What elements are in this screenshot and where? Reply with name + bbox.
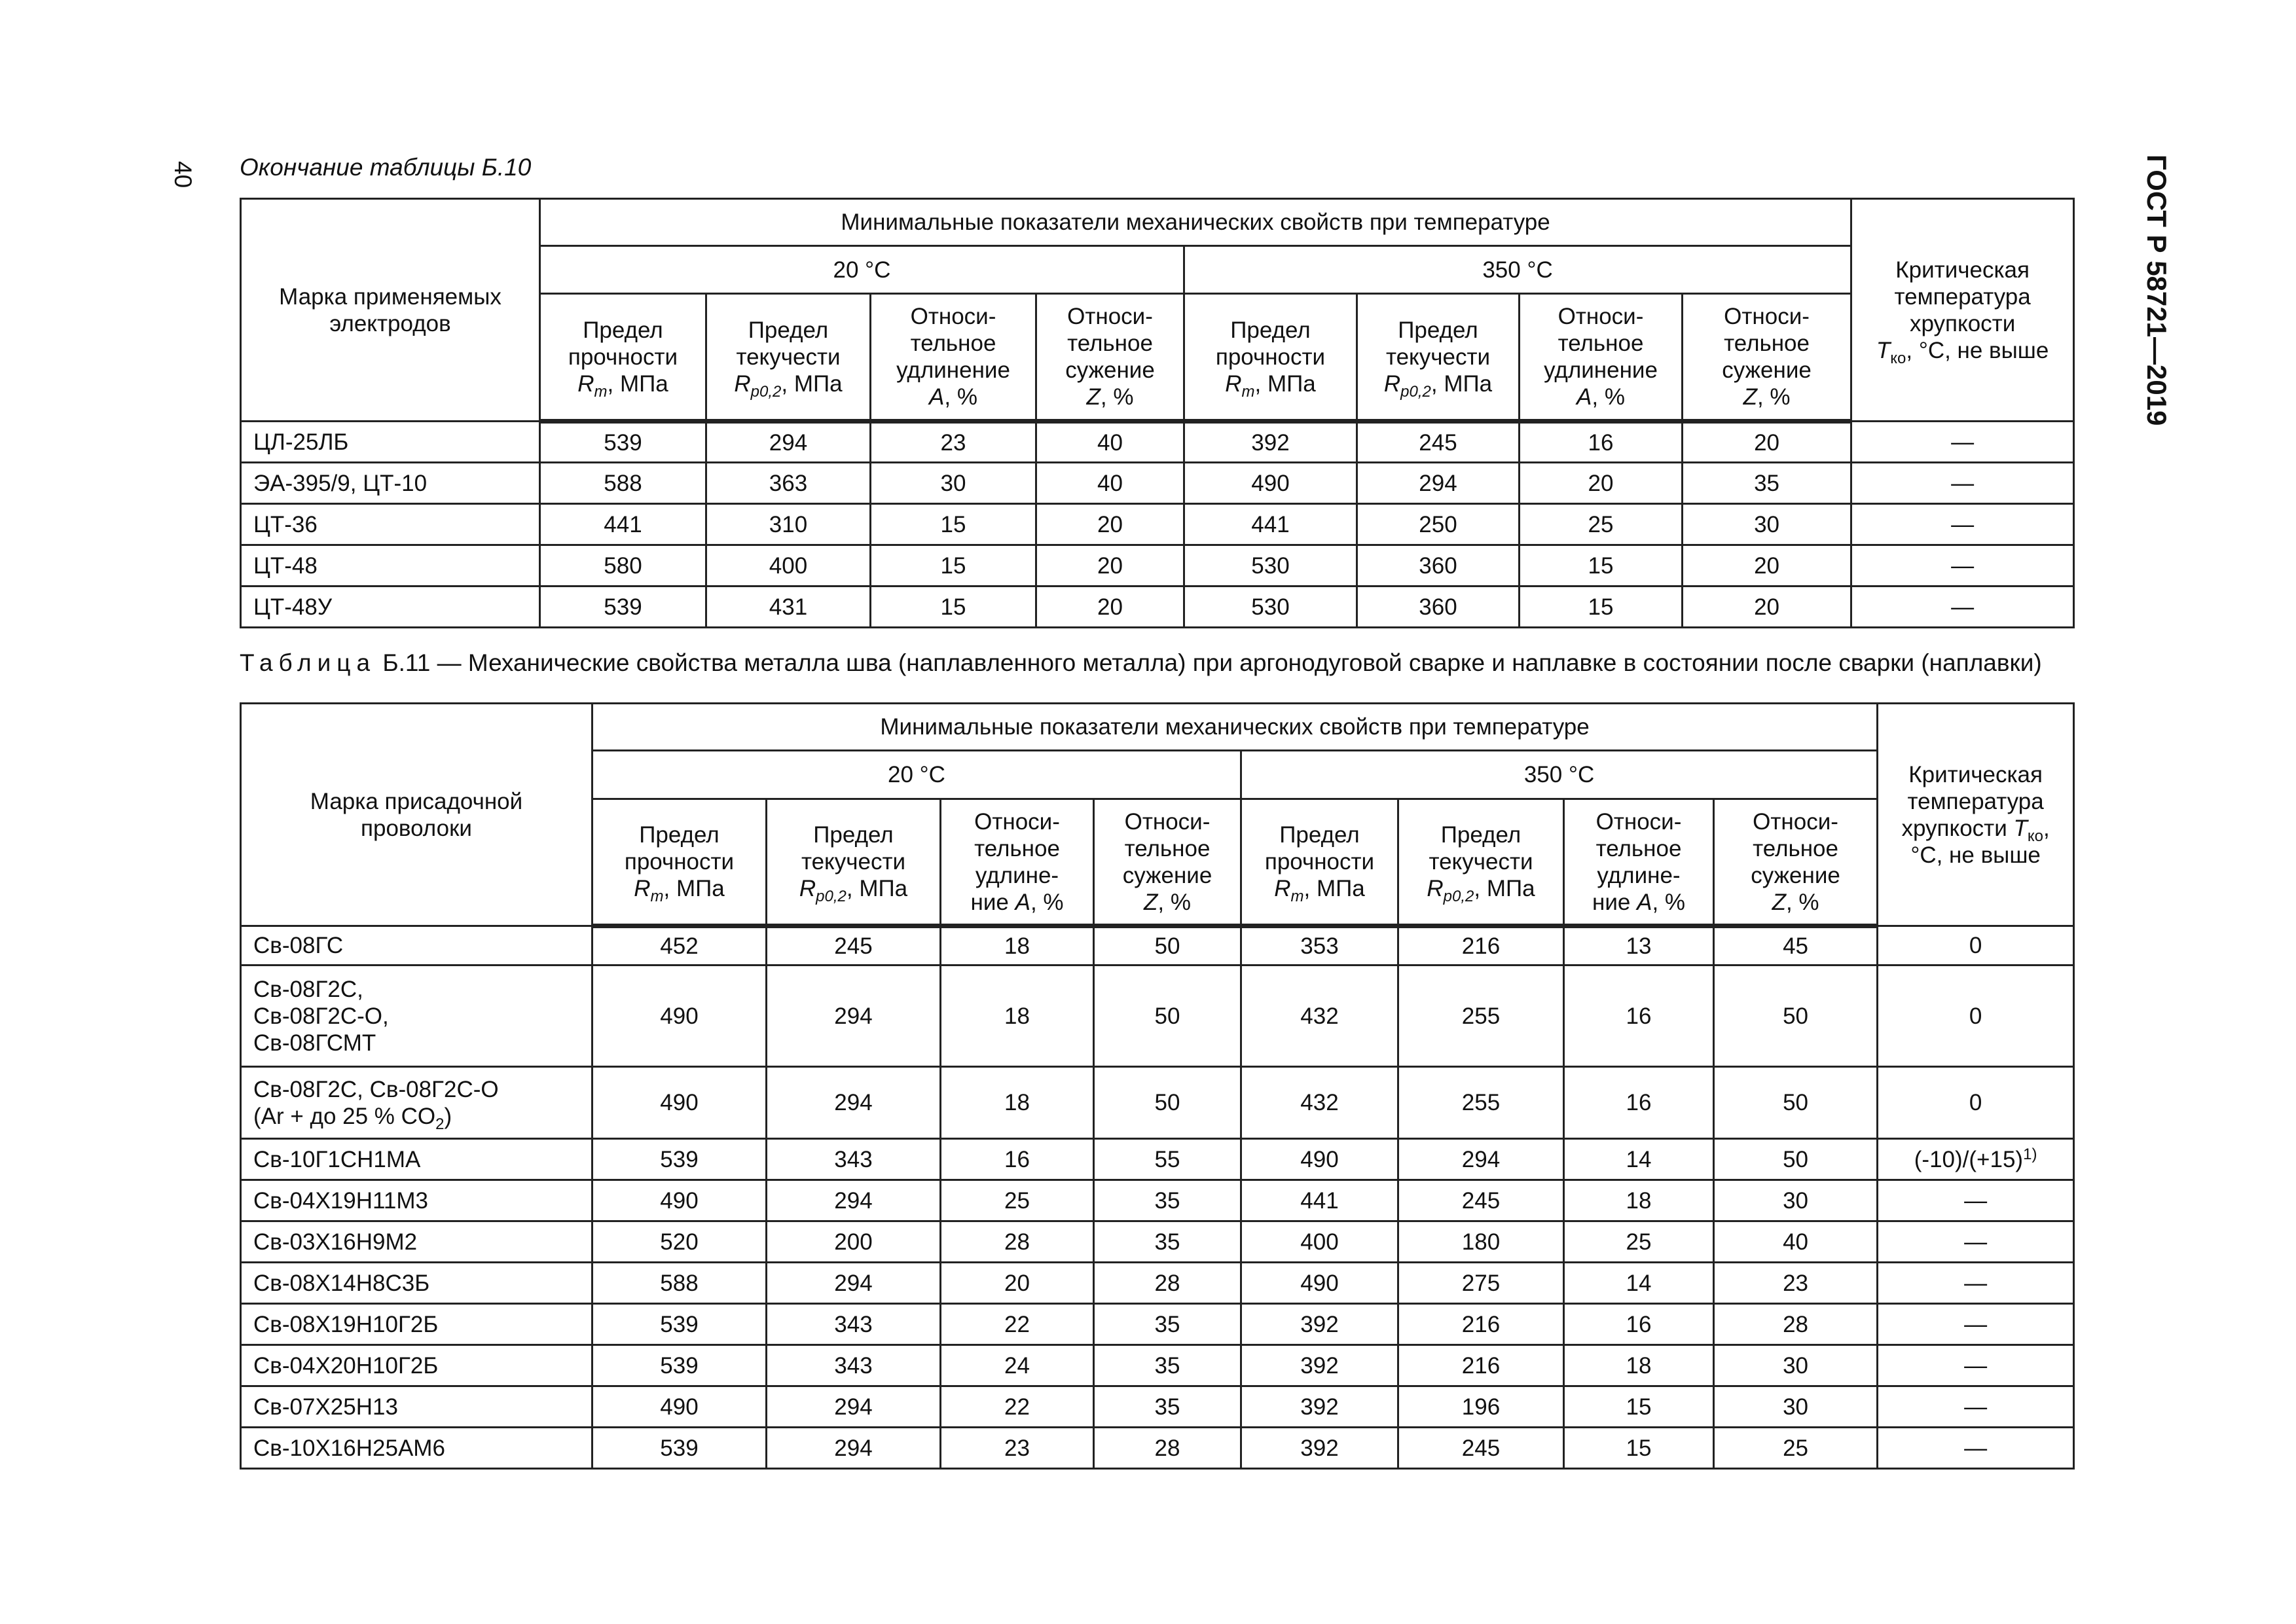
- header-temp-20: 20 °С: [592, 751, 1241, 799]
- header-yield-20: Предел текучести $R_{p0,2}$, МПа: [767, 799, 941, 926]
- cell: 432: [1241, 1067, 1398, 1139]
- cell: 28: [1094, 1428, 1241, 1469]
- cell: 35: [1094, 1180, 1241, 1221]
- table-row: [241, 545, 2074, 586]
- cell: 18: [941, 965, 1094, 1067]
- cell: 360: [1357, 545, 1520, 586]
- table-row: [241, 1428, 2074, 1469]
- header-critical-temp: Критическая температура хрупкости $T_{ко}$, °С, не выше: [1851, 199, 2074, 422]
- cell: 363: [706, 463, 871, 504]
- cell: 40: [1036, 422, 1184, 463]
- cell: 530: [1184, 545, 1357, 586]
- row-name: Св-10Г1СН1МА: [241, 1139, 592, 1180]
- cell: 294: [1398, 1139, 1564, 1180]
- header-wire-brand: Марка присадочной проволоки: [241, 704, 592, 926]
- cell: 20: [1683, 422, 1851, 463]
- cell: 20: [1036, 504, 1184, 545]
- cell: 245: [767, 926, 941, 965]
- cell: 343: [767, 1139, 941, 1180]
- cell: 490: [592, 965, 767, 1067]
- cell: 245: [1357, 422, 1520, 463]
- cell: 25: [1564, 1221, 1714, 1263]
- cell: 490: [592, 1180, 767, 1221]
- cell: —: [1851, 586, 2074, 628]
- cell: 35: [1094, 1221, 1241, 1263]
- cell: 45: [1714, 926, 1878, 965]
- cell: 50: [1714, 1067, 1878, 1139]
- header-temp-350: 350 °С: [1241, 751, 1878, 799]
- cell: 400: [706, 545, 871, 586]
- table-row: [241, 1067, 2074, 1139]
- cell: 255: [1398, 1067, 1564, 1139]
- cell: 245: [1398, 1428, 1564, 1469]
- row-name: Св-08Г2С, Св-08Г2С-О (Ar + до 25 % $CO_2$): [241, 1067, 592, 1139]
- cell: 50: [1094, 1067, 1241, 1139]
- cell: 216: [1398, 1345, 1564, 1386]
- row-name: Св-08Х14Н8С3Б: [241, 1263, 592, 1304]
- header-narrowing-350: Относи- тельное сужение Z, %: [1683, 294, 1851, 422]
- cell: 30: [871, 463, 1036, 504]
- document-code: ГОСТ Р 58721—2019: [2141, 154, 2172, 426]
- cell: 18: [941, 926, 1094, 965]
- row-name: Св-03Х16Н9М2: [241, 1221, 592, 1263]
- cell: 0: [1878, 926, 2074, 965]
- cell: 588: [540, 463, 706, 504]
- cell: 294: [767, 1386, 941, 1428]
- cell: 50: [1714, 965, 1878, 1067]
- row-name: ЦТ-48У: [241, 586, 540, 628]
- cell: 294: [767, 1180, 941, 1221]
- cell: 200: [767, 1221, 941, 1263]
- cell: 294: [767, 965, 941, 1067]
- row-name: Св-07Х25Н13: [241, 1386, 592, 1428]
- cell: 30: [1714, 1345, 1878, 1386]
- cell: 216: [1398, 1304, 1564, 1345]
- table-row: [241, 1221, 2074, 1263]
- cell: 15: [1564, 1428, 1714, 1469]
- header-min-properties: Минимальные показатели механических свойств при температуре: [592, 704, 1878, 751]
- cell: 490: [1241, 1139, 1398, 1180]
- cell: 18: [941, 1067, 1094, 1139]
- cell: 30: [1714, 1180, 1878, 1221]
- header-yield-20: Предел текучести $R_{p0,2}$, МПа: [706, 294, 871, 422]
- cell: 216: [1398, 926, 1564, 965]
- cell: 15: [871, 504, 1036, 545]
- table-row: [241, 422, 2074, 463]
- cell: 196: [1398, 1386, 1564, 1428]
- cell: —: [1878, 1386, 2074, 1428]
- cell: 392: [1241, 1345, 1398, 1386]
- table-row: [241, 1139, 2074, 1180]
- header-narrowing-20: Относи- тельное сужение Z, %: [1094, 799, 1241, 926]
- cell: 18: [1564, 1180, 1714, 1221]
- cell: 431: [706, 586, 871, 628]
- cell: 15: [871, 545, 1036, 586]
- cell: 294: [767, 1067, 941, 1139]
- cell: 539: [592, 1428, 767, 1469]
- cell: 400: [1241, 1221, 1398, 1263]
- cell: 490: [1184, 463, 1357, 504]
- cell: 35: [1094, 1386, 1241, 1428]
- row-name: Св-04Х19Н11М3: [241, 1180, 592, 1221]
- cell: 50: [1714, 1139, 1878, 1180]
- cell: 294: [1357, 463, 1520, 504]
- table-row: [241, 1386, 2074, 1428]
- row-name: Св-10Х16Н25АМ6: [241, 1428, 592, 1469]
- cell: 0: [1878, 965, 2074, 1067]
- row-name: Св-04Х20Н10Г2Б: [241, 1345, 592, 1386]
- header-elongation-350: Относи- тельное удлине- ние A, %: [1564, 799, 1714, 926]
- row-name: Св-08Х19Н10Г2Б: [241, 1304, 592, 1345]
- cell: 343: [767, 1345, 941, 1386]
- cell: 588: [592, 1263, 767, 1304]
- cell: 15: [871, 586, 1036, 628]
- cell: 25: [941, 1180, 1094, 1221]
- cell: 35: [1683, 463, 1851, 504]
- cell: 539: [540, 586, 706, 628]
- cell: 28: [941, 1221, 1094, 1263]
- cell: 360: [1357, 586, 1520, 628]
- header-tensile-350: Предел прочности $R_m$, МПа: [1184, 294, 1357, 422]
- table-b11-caption: Таблица Б.11 — Механические свойства металла шва (наплавленного металла) при аргонодуговой сварке и наплавке в состоянии после сварки (наплавки): [240, 649, 2042, 676]
- cell: 275: [1398, 1263, 1564, 1304]
- table-row: [241, 1263, 2074, 1304]
- cell: 20: [1683, 545, 1851, 586]
- cell: 23: [1714, 1263, 1878, 1304]
- cell: 392: [1184, 422, 1357, 463]
- cell: 40: [1036, 463, 1184, 504]
- cell: 20: [1036, 545, 1184, 586]
- cell: 245: [1398, 1180, 1564, 1221]
- cell: 15: [1564, 1386, 1714, 1428]
- cell: 441: [1184, 504, 1357, 545]
- cell: 20: [1683, 586, 1851, 628]
- cell: 441: [540, 504, 706, 545]
- row-name: ЦЛ-25ЛБ: [241, 422, 540, 463]
- header-tensile-20: Предел прочности $R_m$, МПа: [592, 799, 767, 926]
- cell: 16: [1520, 422, 1683, 463]
- header-narrowing-350: Относи- тельное сужение Z, %: [1714, 799, 1878, 926]
- cell: 539: [540, 422, 706, 463]
- cell: 15: [1520, 586, 1683, 628]
- page-number: 40: [170, 161, 196, 189]
- cell: 353: [1241, 926, 1398, 965]
- header-yield-350: Предел текучести $R_{p0,2}$, МПа: [1357, 294, 1520, 422]
- cell: 490: [592, 1067, 767, 1139]
- cell: 35: [1094, 1304, 1241, 1345]
- cell: 28: [1714, 1304, 1878, 1345]
- cell: 490: [592, 1386, 767, 1428]
- header-elongation-20: Относи- тельное удлинение A, %: [871, 294, 1036, 422]
- cell: 392: [1241, 1428, 1398, 1469]
- cell: 14: [1564, 1263, 1714, 1304]
- cell: 28: [1094, 1263, 1241, 1304]
- cell: 490: [1241, 1263, 1398, 1304]
- cell: —: [1851, 504, 2074, 545]
- table-row: [241, 1345, 2074, 1386]
- cell: 580: [540, 545, 706, 586]
- header-min-properties: Минимальные показатели механических свойств при температуре: [540, 199, 1851, 246]
- cell: 25: [1714, 1428, 1878, 1469]
- cell: 23: [871, 422, 1036, 463]
- cell: 432: [1241, 965, 1398, 1067]
- cell: 530: [1184, 586, 1357, 628]
- row-name: ЭА-395/9, ЦТ-10: [241, 463, 540, 504]
- cell: 22: [941, 1304, 1094, 1345]
- cell: 25: [1520, 504, 1683, 545]
- cell: 343: [767, 1304, 941, 1345]
- cell: 539: [592, 1345, 767, 1386]
- cell: 18: [1564, 1345, 1714, 1386]
- table-row: [241, 586, 2074, 628]
- table-row: [241, 1304, 2074, 1345]
- cell: —: [1878, 1221, 2074, 1263]
- row-name: Св-08ГС: [241, 926, 592, 965]
- cell: 23: [941, 1428, 1094, 1469]
- cell: 294: [767, 1263, 941, 1304]
- cell: 30: [1683, 504, 1851, 545]
- cell: 441: [1241, 1180, 1398, 1221]
- header-electrode-brand: Марка применяемых электродов: [241, 199, 540, 422]
- cell: 310: [706, 504, 871, 545]
- cell: 20: [1520, 463, 1683, 504]
- cell: 50: [1094, 965, 1241, 1067]
- header-temp-20: 20 °С: [540, 246, 1184, 294]
- cell: 20: [941, 1263, 1094, 1304]
- cell: 452: [592, 926, 767, 965]
- cell: 50: [1094, 926, 1241, 965]
- cell: 255: [1398, 965, 1564, 1067]
- cell: 55: [1094, 1139, 1241, 1180]
- cell: —: [1878, 1304, 2074, 1345]
- table-b10-continuation-caption: Окончание таблицы Б.10: [240, 154, 532, 181]
- table-row: [241, 926, 2074, 965]
- header-narrowing-20: Относи- тельное сужение Z, %: [1036, 294, 1184, 422]
- table-row: [241, 1180, 2074, 1221]
- cell: 15: [1520, 545, 1683, 586]
- cell: 180: [1398, 1221, 1564, 1263]
- header-temp-350: 350 °С: [1184, 246, 1851, 294]
- cell: 250: [1357, 504, 1520, 545]
- cell: —: [1851, 545, 2074, 586]
- cell: 35: [1094, 1345, 1241, 1386]
- cell: 30: [1714, 1386, 1878, 1428]
- header-yield-350: Предел текучести $R_{p0,2}$, МПа: [1398, 799, 1564, 926]
- cell: 24: [941, 1345, 1094, 1386]
- cell: —: [1878, 1428, 2074, 1469]
- cell: 14: [1564, 1139, 1714, 1180]
- cell: —: [1851, 463, 2074, 504]
- row-name: ЦТ-36: [241, 504, 540, 545]
- table-row: [241, 504, 2074, 545]
- cell: 539: [592, 1304, 767, 1345]
- cell: 40: [1714, 1221, 1878, 1263]
- cell: 16: [1564, 965, 1714, 1067]
- cell: 0: [1878, 1067, 2074, 1139]
- table-row: [241, 463, 2074, 504]
- row-name: ЦТ-48: [241, 545, 540, 586]
- cell: 16: [941, 1139, 1094, 1180]
- cell: —: [1878, 1263, 2074, 1304]
- cell: 13: [1564, 926, 1714, 965]
- table-b10: [240, 198, 2075, 628]
- cell: 16: [1564, 1067, 1714, 1139]
- header-tensile-20: Предел прочности $R_m$, МПа: [540, 294, 706, 422]
- cell: 539: [592, 1139, 767, 1180]
- cell: —: [1851, 422, 2074, 463]
- cell: 392: [1241, 1386, 1398, 1428]
- cell: 392: [1241, 1304, 1398, 1345]
- cell-footnote: $(-10)/(+15)^{1)}$: [1878, 1139, 2074, 1180]
- row-name: Св-08Г2С, Св-08Г2С-О, Св-08ГСМТ: [241, 965, 592, 1067]
- cell: —: [1878, 1180, 2074, 1221]
- header-elongation-350: Относи- тельное удлинение A, %: [1520, 294, 1683, 422]
- cell: 20: [1036, 586, 1184, 628]
- cell: 294: [706, 422, 871, 463]
- cell: —: [1878, 1345, 2074, 1386]
- header-critical-temp: Критическая температура хрупкости $T_{ко}$, °С, не выше: [1878, 704, 2074, 926]
- cell: 520: [592, 1221, 767, 1263]
- table-row: [241, 965, 2074, 1067]
- header-elongation-20: Относи- тельное удлине- ние A, %: [941, 799, 1094, 926]
- cell: 16: [1564, 1304, 1714, 1345]
- cell: 22: [941, 1386, 1094, 1428]
- cell: 294: [767, 1428, 941, 1469]
- table-b11: [240, 702, 2075, 1470]
- header-tensile-350: Предел прочности $R_m$, МПа: [1241, 799, 1398, 926]
